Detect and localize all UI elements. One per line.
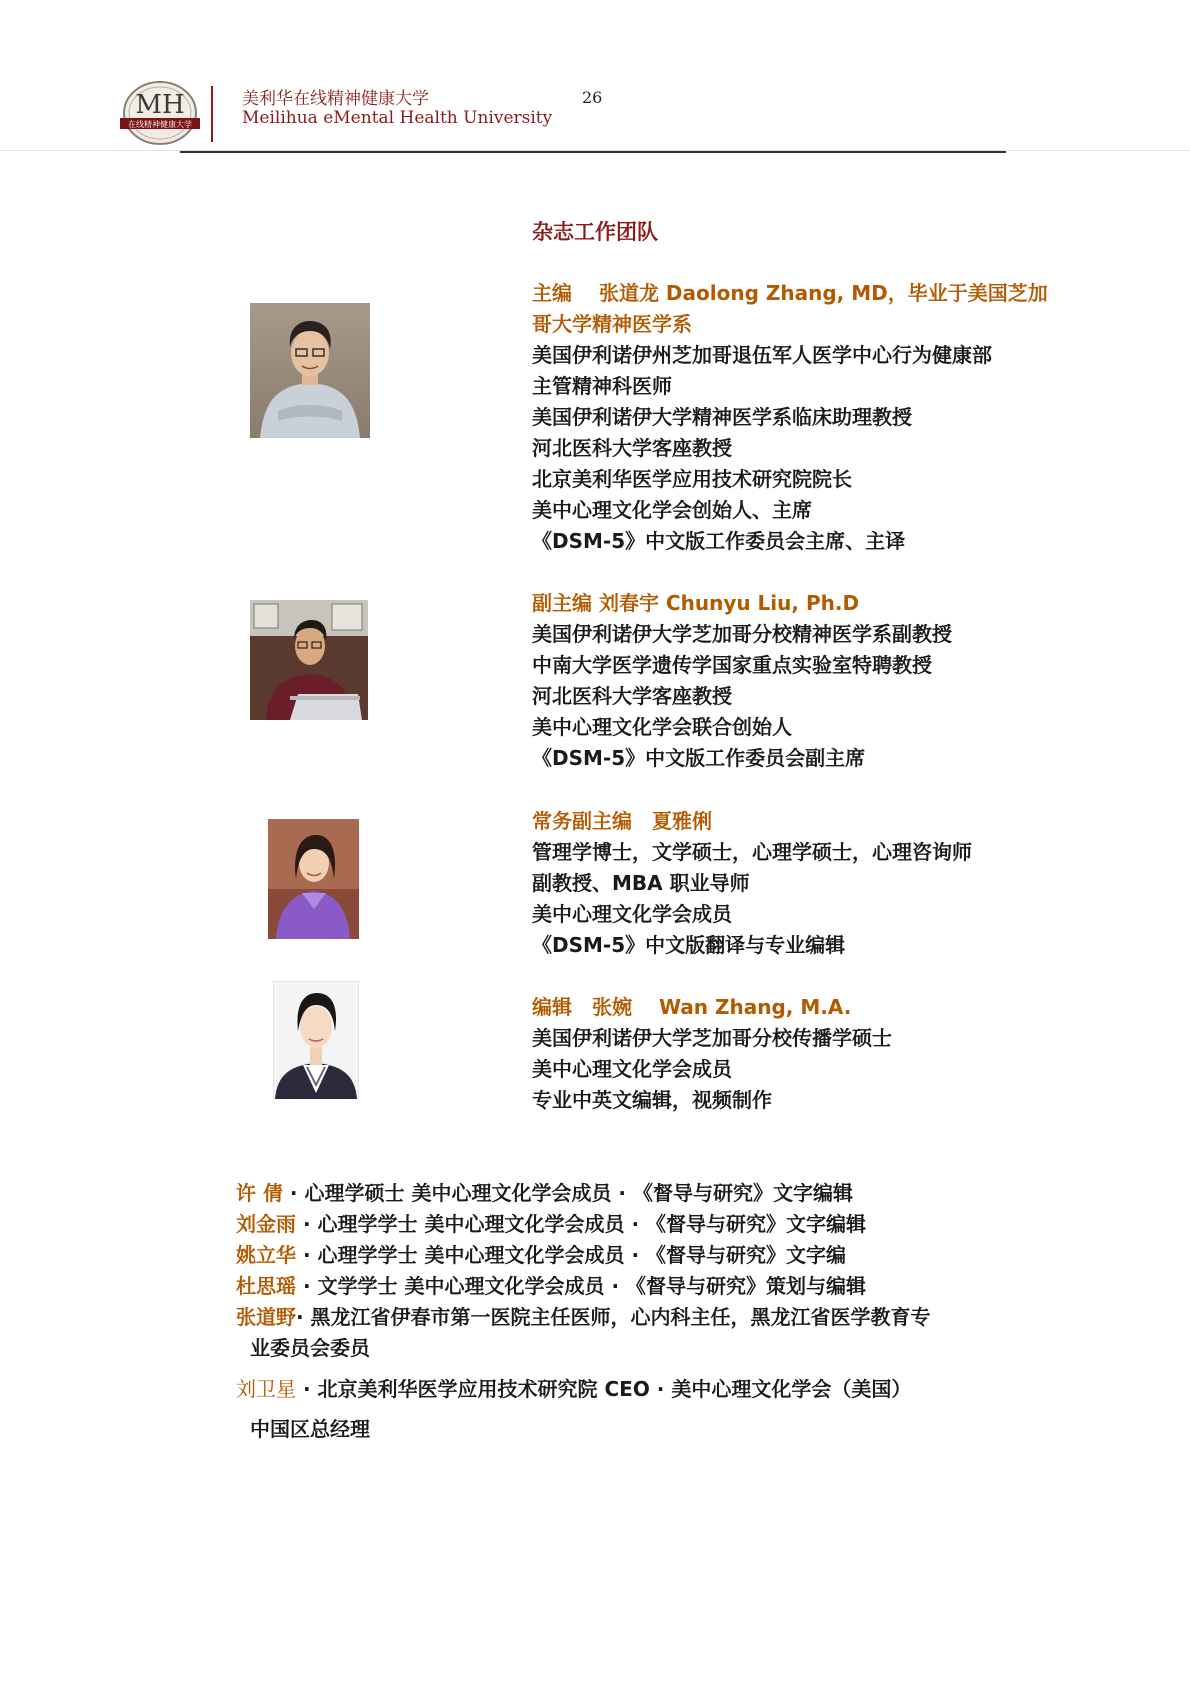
member-name: 编辑 张婉 Wan Zhang, M.A. [532,995,852,1019]
member-detail: 河北医科大学客座教授 [532,684,732,708]
page-number: 26 [582,88,603,107]
member-detail: 中南大学医学遗传学国家重点实验室特聘教授 [532,653,932,677]
staff-detail: · 黑龙江省伊春市第一医院主任医师，心内科主任，黑龙江省医学教育专 [296,1305,931,1329]
header-divider [211,86,213,142]
chief-editor-photo [250,303,370,438]
header-rule [180,151,1006,153]
member-detail: 专业中英文编辑，视频制作 [532,1088,772,1112]
university-logo [118,80,202,146]
staff-detail: · 文学学士 美中心理文化学会成员 · 《督导与研究》策划与编辑 [296,1274,867,1298]
member-editor [532,992,1052,1116]
staff-detail: · 心理学学士 美中心理文化学会成员 · 《督导与研究》文字编辑 [296,1212,867,1236]
member-detail: 北京美利华医学应用技术研究院院长 [532,467,852,491]
deputy-editor-photo [250,600,368,720]
member-detail: 副教授、MBA 职业导师 [532,871,750,895]
staff-name: 姚立华 [236,1243,296,1267]
member-executive-deputy-editor [532,806,1052,961]
member-detail: 美中心理文化学会成员 [532,1057,732,1081]
member-name: 主编 张道龙 Daolong Zhang, MD，毕业于美国芝加哥大学精神医学系 [532,281,1048,336]
editor-photo [273,981,359,1099]
member-detail: 美国伊利诺伊大学芝加哥分校传播学硕士 [532,1026,892,1050]
staff-row [236,1209,1026,1240]
member-detail: 美国伊利诺伊大学芝加哥分校精神医学系副教授 [532,622,952,646]
staff-name: 杜思瑶 [236,1274,296,1298]
member-detail: 河北医科大学客座教授 [532,436,732,460]
svg-text:MH: MH [135,90,185,120]
member-detail: 美中心理文化学会创始人、主席 [532,498,812,522]
staff-row [236,1240,1026,1271]
executive-deputy-editor-photo [268,819,359,939]
staff-row [236,1302,1026,1333]
staff-row-continued: 中国区总经理 [250,1417,370,1441]
staff-row-continued: 业委员会委员 [250,1336,370,1360]
staff-name: 张道野 [236,1305,296,1329]
staff-detail: · 心理学硕士 美中心理文化学会成员 · 《督导与研究》文字编辑 [282,1181,853,1205]
university-name-cn: 美利华在线精神健康大学 [242,89,429,109]
staff-row [236,1271,1026,1302]
member-detail: 美中心理文化学会联合创始人 [532,715,792,739]
member-detail: 美中心理文化学会成员 [532,902,732,926]
section-title: 杂志工作团队 [532,220,658,244]
member-name: 副主编 刘春宇 Chunyu Liu, Ph.D [532,591,860,615]
member-detail: 《DSM-5》中文版工作委员会主席、主译 [532,529,906,553]
member-detail: 管理学博士，文学硕士，心理学硕士，心理咨询师 [532,840,972,864]
member-detail: 美国伊利诺伊大学精神医学系临床助理教授 [532,405,912,429]
staff-detail: · 心理学学士 美中心理文化学会成员 · 《督导与研究》文字编 [296,1243,847,1267]
staff-detail: · 北京美利华医学应用技术研究院 CEO · 美中心理文化学会（美国） [296,1377,912,1401]
staff-list [236,1178,1026,1445]
staff-row [236,1178,1026,1209]
member-detail: 美国伊利诺伊州芝加哥退伍军人医学中心行为健康部 [532,343,992,367]
member-detail: 《DSM-5》中文版翻译与专业编辑 [532,933,846,957]
staff-name: 刘金雨 [236,1212,296,1236]
staff-row [236,1374,1026,1405]
svg-text:在线精神健康大学: 在线精神健康大学 [128,120,192,129]
member-detail: 主管精神科医师 [532,374,672,398]
member-deputy-editor [532,588,1052,774]
staff-name: 刘卫星 [236,1377,296,1401]
member-detail: 《DSM-5》中文版工作委员会副主席 [532,746,866,770]
member-chief-editor [532,278,1052,557]
member-name: 常务副主编 夏雅俐 [532,809,712,833]
staff-name: 许 倩 [236,1181,283,1205]
university-name-en: Meilihua eMental Health University [242,108,553,128]
